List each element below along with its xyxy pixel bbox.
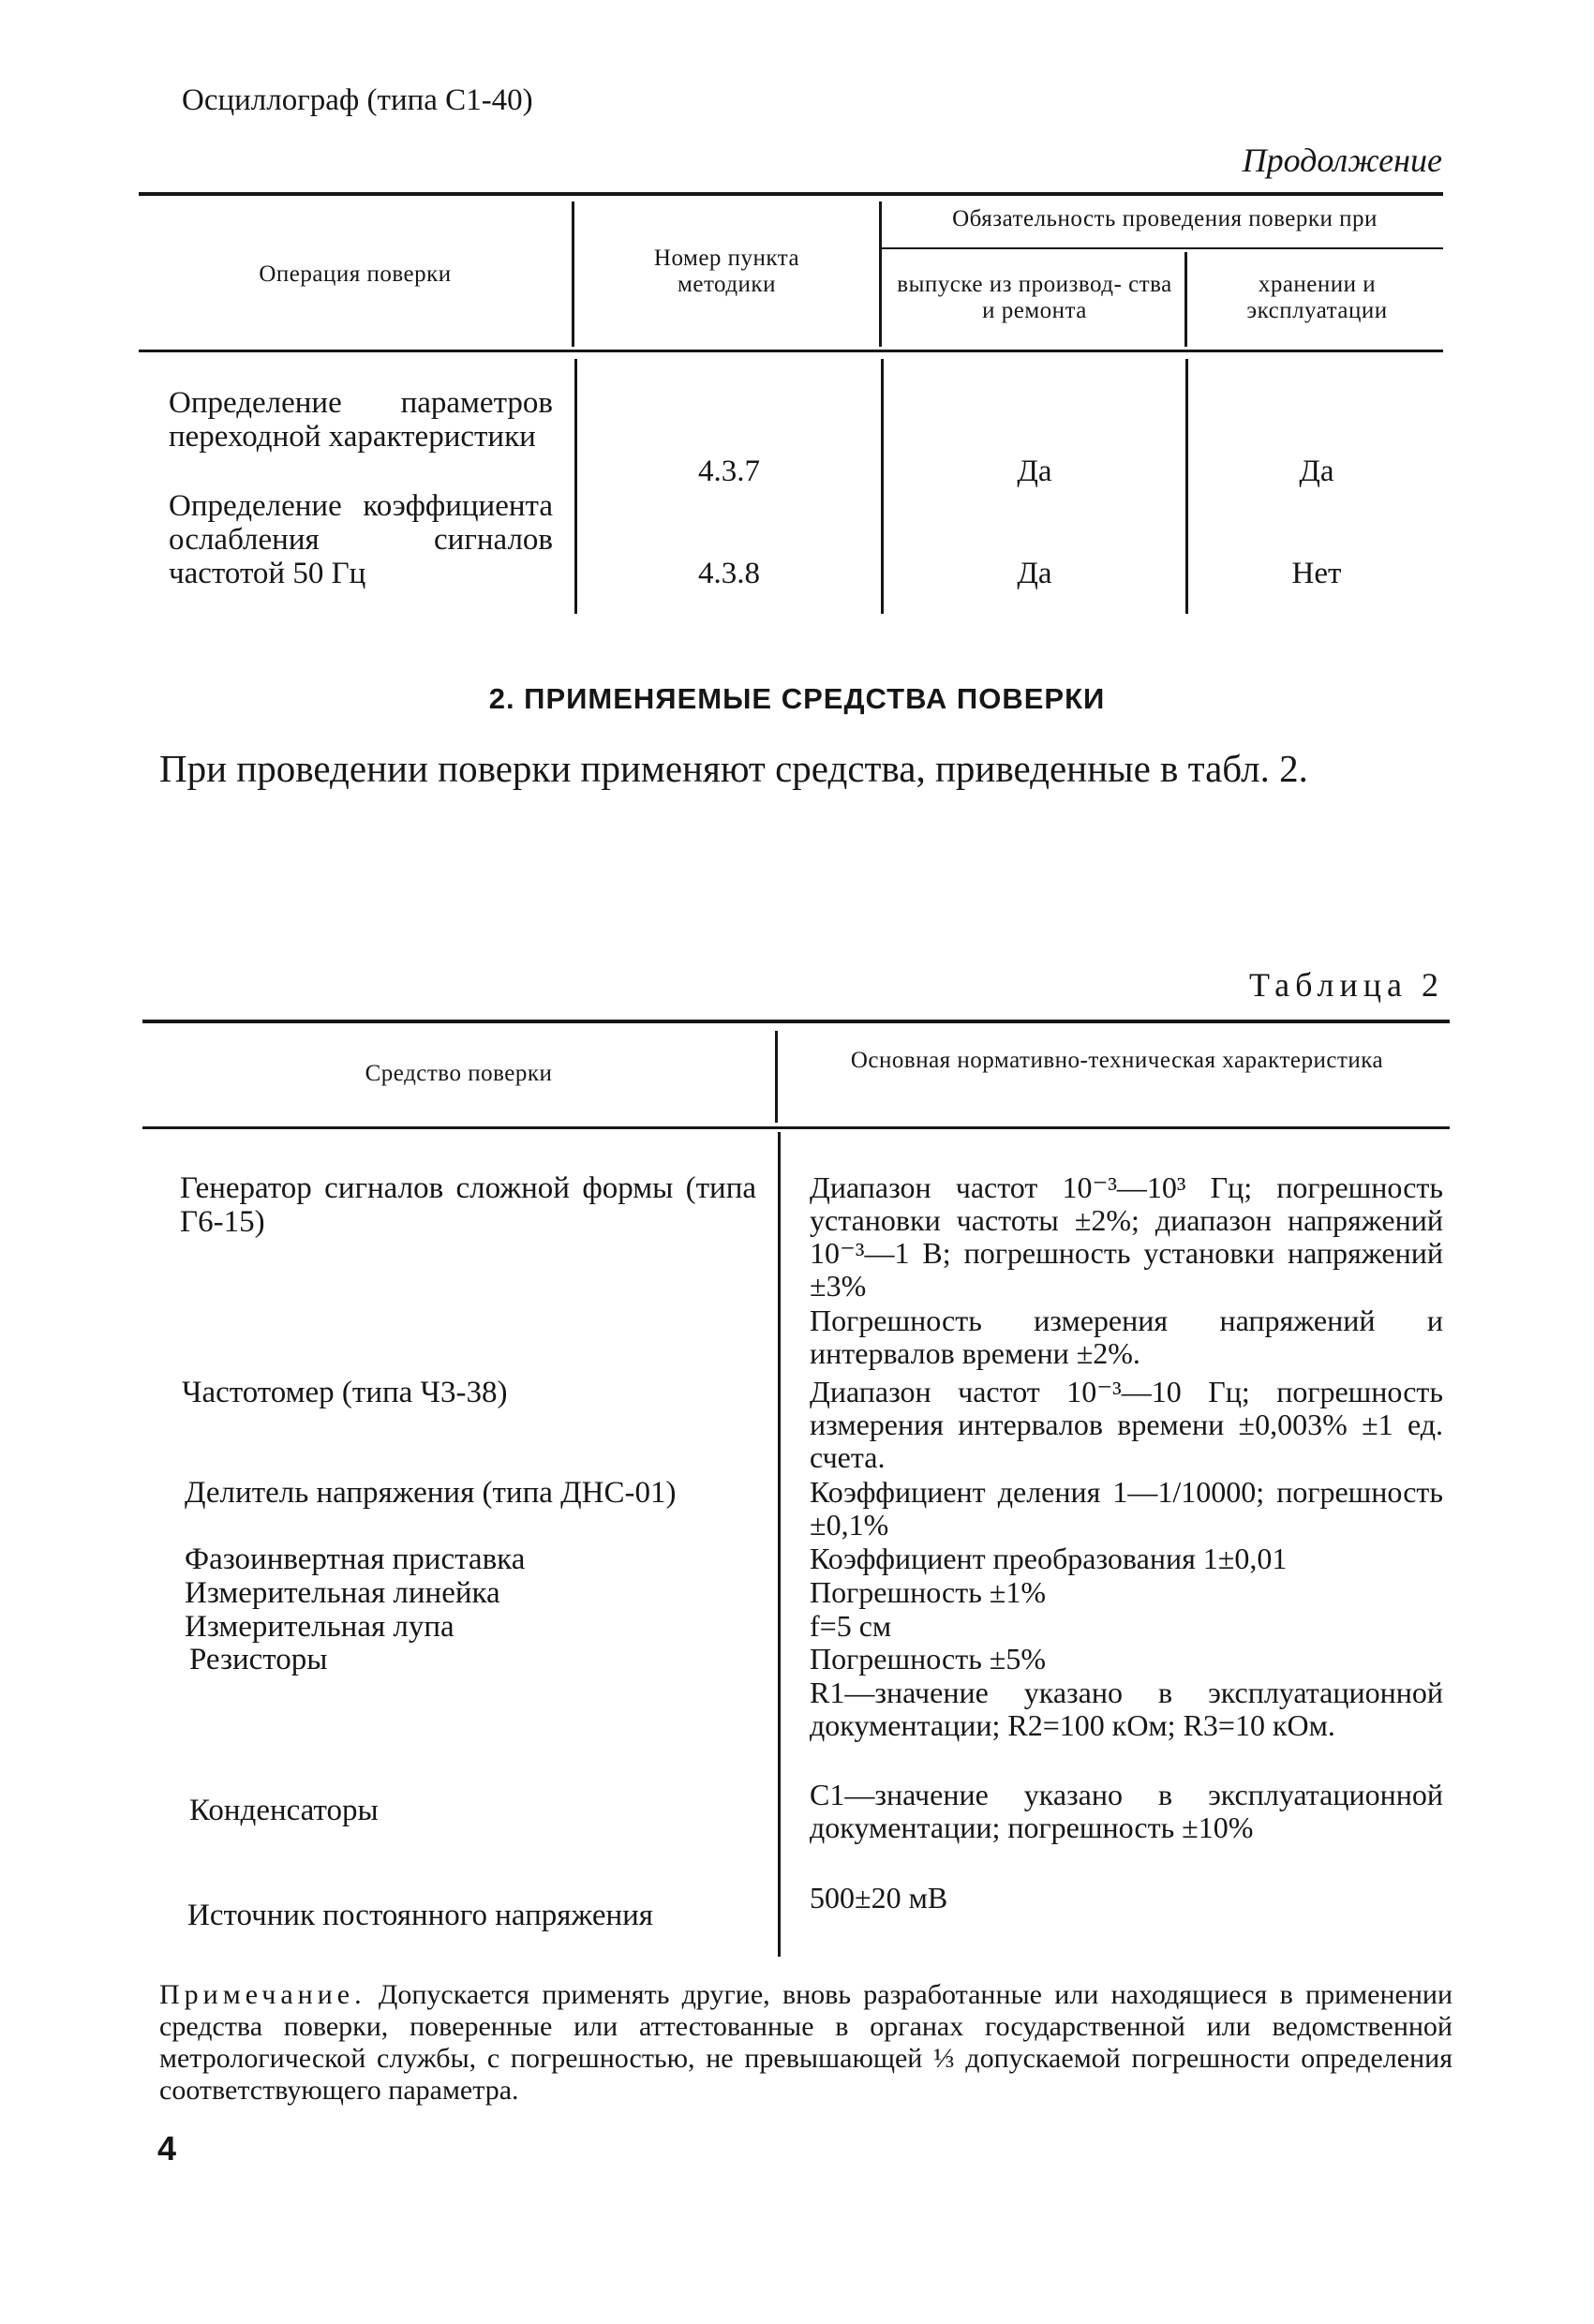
- table2-label: Таблица 2: [1249, 966, 1444, 1004]
- table2-header-tool: Средство поверки: [365, 1061, 553, 1086]
- table1-divider: [572, 201, 574, 347]
- continuation-label: Продолжение: [1242, 142, 1442, 179]
- table1-divider: [879, 201, 882, 347]
- table1-divider: [1184, 252, 1187, 347]
- note-paragraph: [159, 1979, 1452, 2107]
- table2-row10-spec: С1—значение указано в эксплуатационной документации; погрешность ±10%: [810, 1778, 1443, 1844]
- table1-divider: [881, 359, 884, 614]
- table1-row2-production: Да: [1017, 557, 1052, 590]
- table1-row1-production: Да: [1017, 454, 1052, 488]
- table1-row1-operation: Определение параметров переходной характеристики: [169, 386, 553, 454]
- table2-row4-spec: Коэффициент деления 1—1/10000; погрешность ±0,1%: [810, 1475, 1443, 1542]
- table2-row10-tool: Конденсаторы: [189, 1794, 379, 1827]
- table2-header-rule: [142, 1126, 1450, 1129]
- table2-row11-spec: 500±20 мВ: [810, 1881, 948, 1914]
- note-text: Допускается применять другие, вновь разработанные или находящиеся в применении средства поверки, поверенные или аттестованные в органах государственной или ведомственной метрологической службы, с погрешностью, не превышающей ⅓ допускаемой погрешности определения соответствующего параметра.: [159, 1979, 1452, 2106]
- table1-header-rule: [139, 350, 1443, 352]
- table2-row2-spec: Погрешность измерения напряжений и интервалов времени ±2%.: [810, 1304, 1443, 1370]
- table2-row4-tool: Делитель напряжения (типа ДНС-01): [185, 1476, 677, 1510]
- table1-row2-point: 4.3.8: [698, 557, 760, 590]
- table2-row1-spec: Диапазон частот 10⁻³—10³ Гц; погрешность установки частоты ±2%; диапазон напряжений 10⁻³—1 В; погрешность установки напряжений ±3%: [810, 1170, 1443, 1303]
- table1-header-storage: хранении и эксплуатации: [1246, 272, 1388, 323]
- verification-operations-table: [139, 192, 1443, 614]
- table2-divider: [778, 1132, 781, 1957]
- table1-row2-operation: Определение коэффициента ослабления сигналов частотой 50 Гц: [169, 489, 553, 590]
- table1-subheader-rule: [879, 247, 1443, 249]
- table1-header-operation: Операция поверки: [259, 261, 452, 287]
- table2-row7-spec: f=5 см: [810, 1609, 892, 1643]
- table1-row1-point: 4.3.7: [698, 454, 760, 488]
- table2-row5-tool: Фазоинвертная приставка: [185, 1542, 526, 1576]
- table1-top-rule: [139, 192, 1443, 196]
- table2-row11-tool: Источник постоянного напряжения: [187, 1899, 653, 1932]
- table2-row1-tool: Генератор сигналов сложной формы (типа Г6-15): [180, 1171, 756, 1239]
- table2-header-spec: Основная нормативно-техническая характеристика: [850, 1048, 1384, 1073]
- section-title: 2. ПРИМЕНЯЕМЫЕ СРЕДСТВА ПОВЕРКИ: [488, 682, 1106, 715]
- table2-row8-spec: Погрешность ±5%: [810, 1642, 1046, 1676]
- table2-row3-tool: Частотомер (типа Ч3-38): [182, 1376, 508, 1409]
- section-intro: При проведении поверки применяют средства, приведенные в табл. 2.: [159, 747, 1308, 790]
- table1-header-method-point: Номер пункта методики: [653, 246, 800, 297]
- table1-divider: [574, 359, 577, 614]
- table1-divider: [1185, 359, 1188, 614]
- table1-header-obligation: Обязательность проведения поверки при: [952, 206, 1378, 231]
- table2-row6-spec: Погрешность ±1%: [810, 1575, 1046, 1609]
- table1-row2-storage: Нет: [1291, 557, 1342, 590]
- table2-top-rule: [142, 1020, 1450, 1023]
- table2-row6-tool: Измерительная линейка: [185, 1576, 500, 1610]
- table2-row8-tool: Резисторы: [189, 1643, 328, 1676]
- table1-header-production: выпуске из производ- ства и ремонта: [897, 272, 1172, 323]
- table2-divider: [775, 1031, 778, 1123]
- table1-row1-storage: Да: [1299, 454, 1334, 488]
- page-number: 4: [157, 2129, 177, 2168]
- table2-row2-tool: Осциллограф (типа С1-40): [182, 83, 533, 117]
- table2-row5-spec: Коэффициент преобразования 1±0,01: [810, 1542, 1288, 1575]
- table2-row9-spec: R1—значение указано в эксплуатационной документации; R2=100 кОм; R3=10 кОм.: [810, 1676, 1443, 1742]
- note-label: Примечание.: [159, 1979, 366, 2010]
- table2-row3-spec: Диапазон частот 10⁻³—10 Гц; погрешность измерения интервалов времени ±0,003% ±1 ед. счета.: [810, 1375, 1443, 1474]
- table2-row7-tool: Измерительная лупа: [185, 1610, 454, 1644]
